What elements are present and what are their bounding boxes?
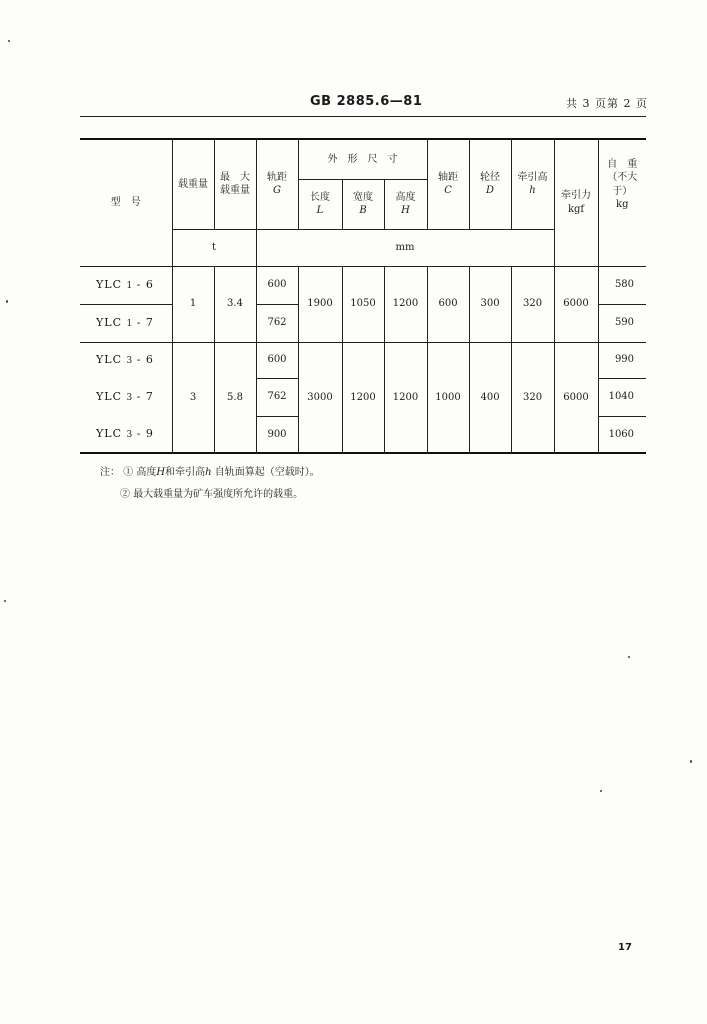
load-cell: 3 bbox=[172, 342, 214, 453]
unit-t: t bbox=[172, 229, 256, 266]
notes bbox=[100, 462, 320, 506]
header-max-load: 最 大 载重量 bbox=[214, 139, 256, 229]
header-rule bbox=[80, 116, 646, 117]
model-cell: YLC 3 - 7 bbox=[80, 378, 172, 416]
model-cell: YLC 1 - 7 bbox=[80, 304, 172, 342]
unit-mm: mm bbox=[256, 229, 554, 266]
note-2: ② 最大载重量为矿车强度所允许的载重。 bbox=[120, 489, 304, 500]
header-width: 宽度 B bbox=[342, 179, 384, 229]
header-wheel-dia: 轮径 D bbox=[469, 139, 511, 229]
max-load-cell: 3.4 bbox=[214, 266, 256, 342]
header-wheelbase: 轴距 C bbox=[427, 139, 469, 229]
wheelbase-cell: 1000 bbox=[427, 342, 469, 453]
header-gauge: 轨距 G bbox=[256, 139, 298, 229]
header-self-weight: 自 重 （不大 于） kg bbox=[598, 139, 646, 229]
gauge-cell: 600 bbox=[256, 266, 298, 304]
notes-label: 注： bbox=[100, 467, 120, 478]
traction-height-cell: 320 bbox=[511, 342, 554, 453]
width-cell: 1200 bbox=[342, 342, 384, 453]
scan-speck bbox=[6, 300, 8, 303]
model-cell: YLC 3 - 6 bbox=[80, 342, 172, 378]
table-row bbox=[80, 342, 646, 378]
header-model: 型 号 bbox=[80, 139, 172, 266]
header-load: 载重量 bbox=[172, 139, 214, 229]
gauge-cell: 762 bbox=[256, 378, 298, 416]
width-cell: 1050 bbox=[342, 266, 384, 342]
max-load-cell: 5.8 bbox=[214, 342, 256, 453]
wheel-dia-cell: 300 bbox=[469, 266, 511, 342]
scan-speck bbox=[690, 760, 692, 763]
weight-cell: 1060 bbox=[598, 416, 646, 453]
table-row bbox=[80, 266, 646, 304]
unit-blank bbox=[598, 229, 646, 266]
gauge-cell: 600 bbox=[256, 342, 298, 378]
wheelbase-cell: 600 bbox=[427, 266, 469, 342]
height-cell: 1200 bbox=[384, 342, 427, 453]
spec-table bbox=[80, 138, 646, 454]
note-1: 注： ① 高度H和牵引高h 自轨面算起（空载时）。 bbox=[100, 467, 320, 478]
standard-code: GB 2885.6—81 bbox=[310, 94, 423, 109]
header-height: 高度 H bbox=[384, 179, 427, 229]
model-cell: YLC 1 - 6 bbox=[80, 266, 172, 304]
traction-force-cell: 6000 bbox=[554, 266, 598, 342]
gauge-cell: 762 bbox=[256, 304, 298, 342]
height-cell: 1200 bbox=[384, 266, 427, 342]
page-number: 17 bbox=[618, 942, 632, 953]
weight-cell: 1040 bbox=[598, 378, 646, 416]
weight-cell: 990 bbox=[598, 342, 646, 378]
load-cell: 1 bbox=[172, 266, 214, 342]
header-length: 长度 L bbox=[298, 179, 342, 229]
scan-speck bbox=[628, 656, 630, 658]
header-traction-force: 牵引力 kgf bbox=[554, 139, 598, 266]
page-info: 共 3 页第 2 页 bbox=[566, 97, 648, 110]
header-traction-height: 牵引高 h bbox=[511, 139, 554, 229]
traction-force-cell: 6000 bbox=[554, 342, 598, 453]
model-cell: YLC 3 - 9 bbox=[80, 416, 172, 453]
length-cell: 1900 bbox=[298, 266, 342, 342]
gauge-cell: 900 bbox=[256, 416, 298, 453]
header-outline: 外 形 尺 寸 bbox=[298, 139, 427, 179]
weight-cell: 580 bbox=[598, 266, 646, 304]
scan-speck bbox=[8, 40, 10, 42]
scan-speck bbox=[4, 600, 6, 602]
scan-speck bbox=[600, 790, 602, 792]
weight-cell: 590 bbox=[598, 304, 646, 342]
traction-height-cell: 320 bbox=[511, 266, 554, 342]
wheel-dia-cell: 400 bbox=[469, 342, 511, 453]
length-cell: 3000 bbox=[298, 342, 342, 453]
